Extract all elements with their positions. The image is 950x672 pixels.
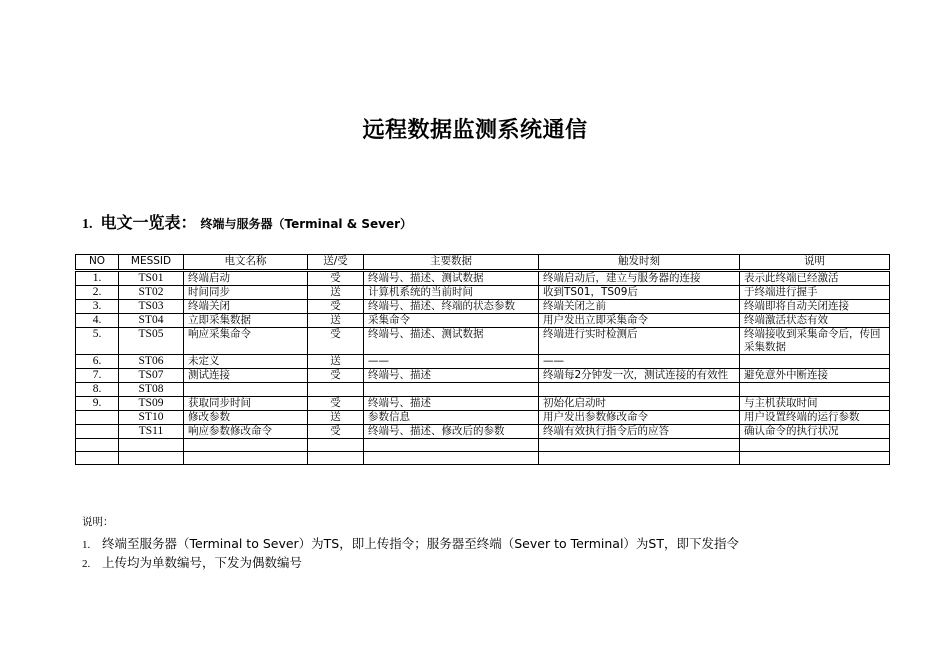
cell-main-data	[364, 439, 539, 452]
cell-direction: 受	[308, 300, 364, 314]
note-number: 1.	[82, 539, 91, 551]
cell-direction	[308, 439, 364, 452]
cell-no: 3.	[76, 300, 119, 314]
table-row	[76, 355, 890, 369]
cell-messid: ST06	[119, 355, 184, 369]
note-text: 终端至服务器（Terminal to Sever）为TS，即上传指令；服务器至终端（Sever to Terminal）为ST，即下发指令	[102, 536, 739, 551]
cell-main-data: 终端号、描述	[364, 369, 539, 383]
cell-main-data: 终端号、描述	[364, 397, 539, 411]
cell-main-data: 终端号、描述、测试数据	[364, 271, 539, 286]
cell-trigger-time: 终端每2分钟发一次，测试连接的有效性	[539, 369, 740, 383]
cell-main-data	[364, 383, 539, 397]
table-row	[76, 439, 890, 452]
notes-section	[82, 514, 739, 573]
cell-description: 于终端进行握手	[740, 286, 890, 300]
cell-description: 终端激活状态有效	[740, 314, 890, 328]
table-body	[76, 271, 890, 465]
cell-description	[740, 383, 890, 397]
table-row	[76, 369, 890, 383]
cell-message-name: 时间同步	[184, 286, 308, 300]
cell-message-name: 获取同步时间	[184, 397, 308, 411]
cell-trigger-time: 终端启动后，建立与服务器的连接	[539, 271, 740, 286]
cell-description	[740, 452, 890, 465]
cell-message-name: 未定义	[184, 355, 308, 369]
cell-message-name	[184, 439, 308, 452]
cell-message-name: 终端启动	[184, 271, 308, 286]
cell-description	[740, 355, 890, 369]
cell-direction: 受	[308, 397, 364, 411]
cell-trigger-time: 用户发出立即采集命令	[539, 314, 740, 328]
cell-messid: ST08	[119, 383, 184, 397]
section-subtitle: 终端与服务器（Terminal & Sever）	[200, 217, 413, 231]
cell-messid	[119, 439, 184, 452]
cell-messid: ST04	[119, 314, 184, 328]
cell-main-data: 终端号、描述、测试数据	[364, 328, 539, 355]
cell-direction: 受	[308, 369, 364, 383]
header-messid: MESSID	[119, 255, 184, 271]
table-row	[76, 286, 890, 300]
cell-trigger-time: 终端关闭之前	[539, 300, 740, 314]
table-row	[76, 271, 890, 286]
header-trigger-time: 触发时刻	[539, 255, 740, 271]
document-title: 远程数据监测系统通信	[362, 118, 588, 143]
header-main-data: 主要数据	[364, 255, 539, 271]
cell-direction: 送	[308, 411, 364, 425]
table-row	[76, 425, 890, 439]
cell-main-data: ——	[364, 355, 539, 369]
cell-direction: 受	[308, 328, 364, 355]
table-row	[76, 452, 890, 465]
section-title: 电文一览表：	[100, 213, 197, 232]
cell-direction: 受	[308, 271, 364, 286]
note-item	[82, 535, 739, 554]
cell-description: 确认命令的执行状况	[740, 425, 890, 439]
cell-no	[76, 425, 119, 439]
cell-trigger-time	[539, 439, 740, 452]
cell-description: 终端即将自动关闭连接	[740, 300, 890, 314]
note-text: 上传均为单数编号，下发为偶数编号	[102, 555, 303, 570]
note-number: 2.	[82, 558, 91, 570]
cell-messid: TS11	[119, 425, 184, 439]
cell-main-data: 终端号、描述、终端的状态参数	[364, 300, 539, 314]
table-row	[76, 411, 890, 425]
table-row	[76, 300, 890, 314]
cell-trigger-time	[539, 452, 740, 465]
cell-description: 避免意外中断连接	[740, 369, 890, 383]
table-row	[76, 397, 890, 411]
cell-no: 9.	[76, 397, 119, 411]
cell-direction: 送	[308, 355, 364, 369]
cell-no: 6.	[76, 355, 119, 369]
cell-message-name: 响应采集命令	[184, 328, 308, 355]
section-heading	[82, 210, 412, 233]
cell-direction: 受	[308, 425, 364, 439]
cell-direction: 送	[308, 314, 364, 328]
table-row	[76, 383, 890, 397]
cell-no: 1.	[76, 271, 119, 286]
cell-trigger-time: ——	[539, 355, 740, 369]
cell-no: 7.	[76, 369, 119, 383]
header-description: 说明	[740, 255, 890, 271]
cell-message-name: 响应参数修改命令	[184, 425, 308, 439]
cell-no: 8.	[76, 383, 119, 397]
cell-messid: TS03	[119, 300, 184, 314]
notes-label: 说明：	[82, 516, 114, 528]
cell-message-name: 立即采集数据	[184, 314, 308, 328]
cell-direction: 送	[308, 286, 364, 300]
cell-message-name: 终端关闭	[184, 300, 308, 314]
cell-main-data: 计算机系统的当前时间	[364, 286, 539, 300]
cell-main-data: 参数信息	[364, 411, 539, 425]
cell-messid: TS05	[119, 328, 184, 355]
message-table	[75, 254, 890, 465]
section-number: 1.	[82, 217, 93, 232]
cell-main-data: 终端号、描述、修改后的参数	[364, 425, 539, 439]
cell-messid: TS01	[119, 271, 184, 286]
note-item	[82, 554, 739, 573]
cell-description: 表示此终端已经激活	[740, 271, 890, 286]
cell-description: 与主机获取时间	[740, 397, 890, 411]
cell-no	[76, 411, 119, 425]
cell-description	[740, 439, 890, 452]
cell-trigger-time: 收到TS01，TS09后	[539, 286, 740, 300]
header-direction: 送/受	[308, 255, 364, 271]
cell-messid: TS09	[119, 397, 184, 411]
cell-no: 5.	[76, 328, 119, 355]
cell-message-name: 测试连接	[184, 369, 308, 383]
cell-trigger-time: 初始化启动时	[539, 397, 740, 411]
cell-description: 用户设置终端的运行参数	[740, 411, 890, 425]
table-row	[76, 328, 890, 355]
cell-messid	[119, 452, 184, 465]
table-row	[76, 314, 890, 328]
header-message-name: 电文名称	[184, 255, 308, 271]
cell-message-name	[184, 383, 308, 397]
cell-messid: TS07	[119, 369, 184, 383]
cell-no: 2.	[76, 286, 119, 300]
cell-description: 终端接收到采集命令后，传回采集数据	[740, 328, 890, 355]
cell-main-data	[364, 452, 539, 465]
cell-main-data: 采集命令	[364, 314, 539, 328]
cell-trigger-time: 终端进行实时检测后	[539, 328, 740, 355]
cell-trigger-time	[539, 383, 740, 397]
cell-messid: ST02	[119, 286, 184, 300]
table-header-row	[76, 255, 890, 271]
cell-no	[76, 452, 119, 465]
cell-message-name: 修改参数	[184, 411, 308, 425]
cell-direction	[308, 383, 364, 397]
cell-direction	[308, 452, 364, 465]
cell-no	[76, 439, 119, 452]
cell-trigger-time: 用户发出参数修改命令	[539, 411, 740, 425]
header-no: NO	[76, 255, 119, 271]
cell-messid: ST10	[119, 411, 184, 425]
cell-message-name	[184, 452, 308, 465]
cell-no: 4.	[76, 314, 119, 328]
cell-trigger-time: 终端有效执行指令后的应答	[539, 425, 740, 439]
